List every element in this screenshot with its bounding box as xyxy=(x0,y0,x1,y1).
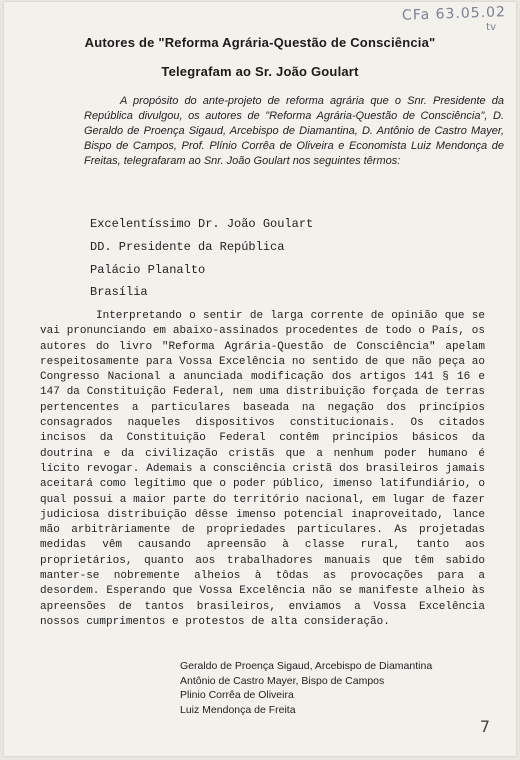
title-line-2: Telegrafam ao Sr. João Goulart xyxy=(161,64,359,79)
signature-line: Geraldo de Proença Sigaud, Arcebispo de Diamantina xyxy=(180,660,433,672)
address-line: Excelentíssimo Dr. João Goulart xyxy=(90,217,314,231)
address-line: DD. Presidente da República xyxy=(90,240,285,254)
telegram-body: Interpretando o sentir de larga corrente de opinião que se vai pronunciando em abaixo-assinados procedentes de todo o País, os autores do livro "Reforma Agrária-Questão de Consciência" apelam respeitosamente para Vossa Excelência no sentido de que não peça ao Congresso Nacional a anunciada modificação dos artigos 141 § 16 e 147 da Constituição Federal, nem uma distribuição forçada de terras pertencentes a particulares baseada na negação dos princípios consagrados naqueles dispositivos constitucionais. Os citados incisos da Constituição Federal contêm princípios básicos da doutrina e da civilização cristãs que a nenhum poder humano é lícito revogar. Ademais a consciência cristã dos brasileiros jamais aceitará como legítimo que o poder público, imenso latifundiário, o qual possui a maior parte do território nacional, em lugar de fazer judiciosa distribuição dêsse imenso potencial inaproveitado, lance mão arbitràriamente de propriedades particulares. As projetadas medidas vêm causando apreensão à classe rural, tanto aos proprietários, quanto aos trabalhadores manuais que têm sabido manter-se nobremente alheios à tôdas as provocações para a desordem. Esperando que Vossa Excelência não se manifeste alheio às apreensões de tantos brasileiros, enviamos a Vossa Excelência nossos cumprimentos e protestos de alta consideração. xyxy=(40,310,485,628)
signature-line: Luiz Mendonça de Freita xyxy=(180,703,296,716)
address-line: Brasília xyxy=(90,285,148,299)
title-line-1: Autores de "Reforma Agrária-Questão de Consciência" xyxy=(84,35,436,50)
intro-paragraph: A propósito do ante-projeto de reforma agrária que o Snr. Presidente da República divulgou, os autores de "Reforma Agrária-Questão de Consciência", D. Geraldo de Proença Sigaud, Arcebispo de Diamantina, D. Antônio de Castro Mayer, Bispo de Campos, Prof. Plínio Corrêa de Oliveira e Economista Luiz Mendonça de Freitas, telegrafaram ao Snr. João Goulart nos seguintes têrmos: xyxy=(84,95,504,167)
archive-mark: CFa 63.05.02 xyxy=(401,4,507,24)
document-page xyxy=(4,2,516,756)
signature-block xyxy=(180,659,500,717)
signature-line: Antônio de Castro Mayer, Bispo de Campos xyxy=(180,674,385,687)
archive-sub-mark: tv xyxy=(486,22,496,33)
signature-line: Plinio Corrêa de Oliveira xyxy=(180,689,294,701)
address-line: Palácio Planalto xyxy=(90,263,206,277)
page-number: 7 xyxy=(479,717,490,736)
